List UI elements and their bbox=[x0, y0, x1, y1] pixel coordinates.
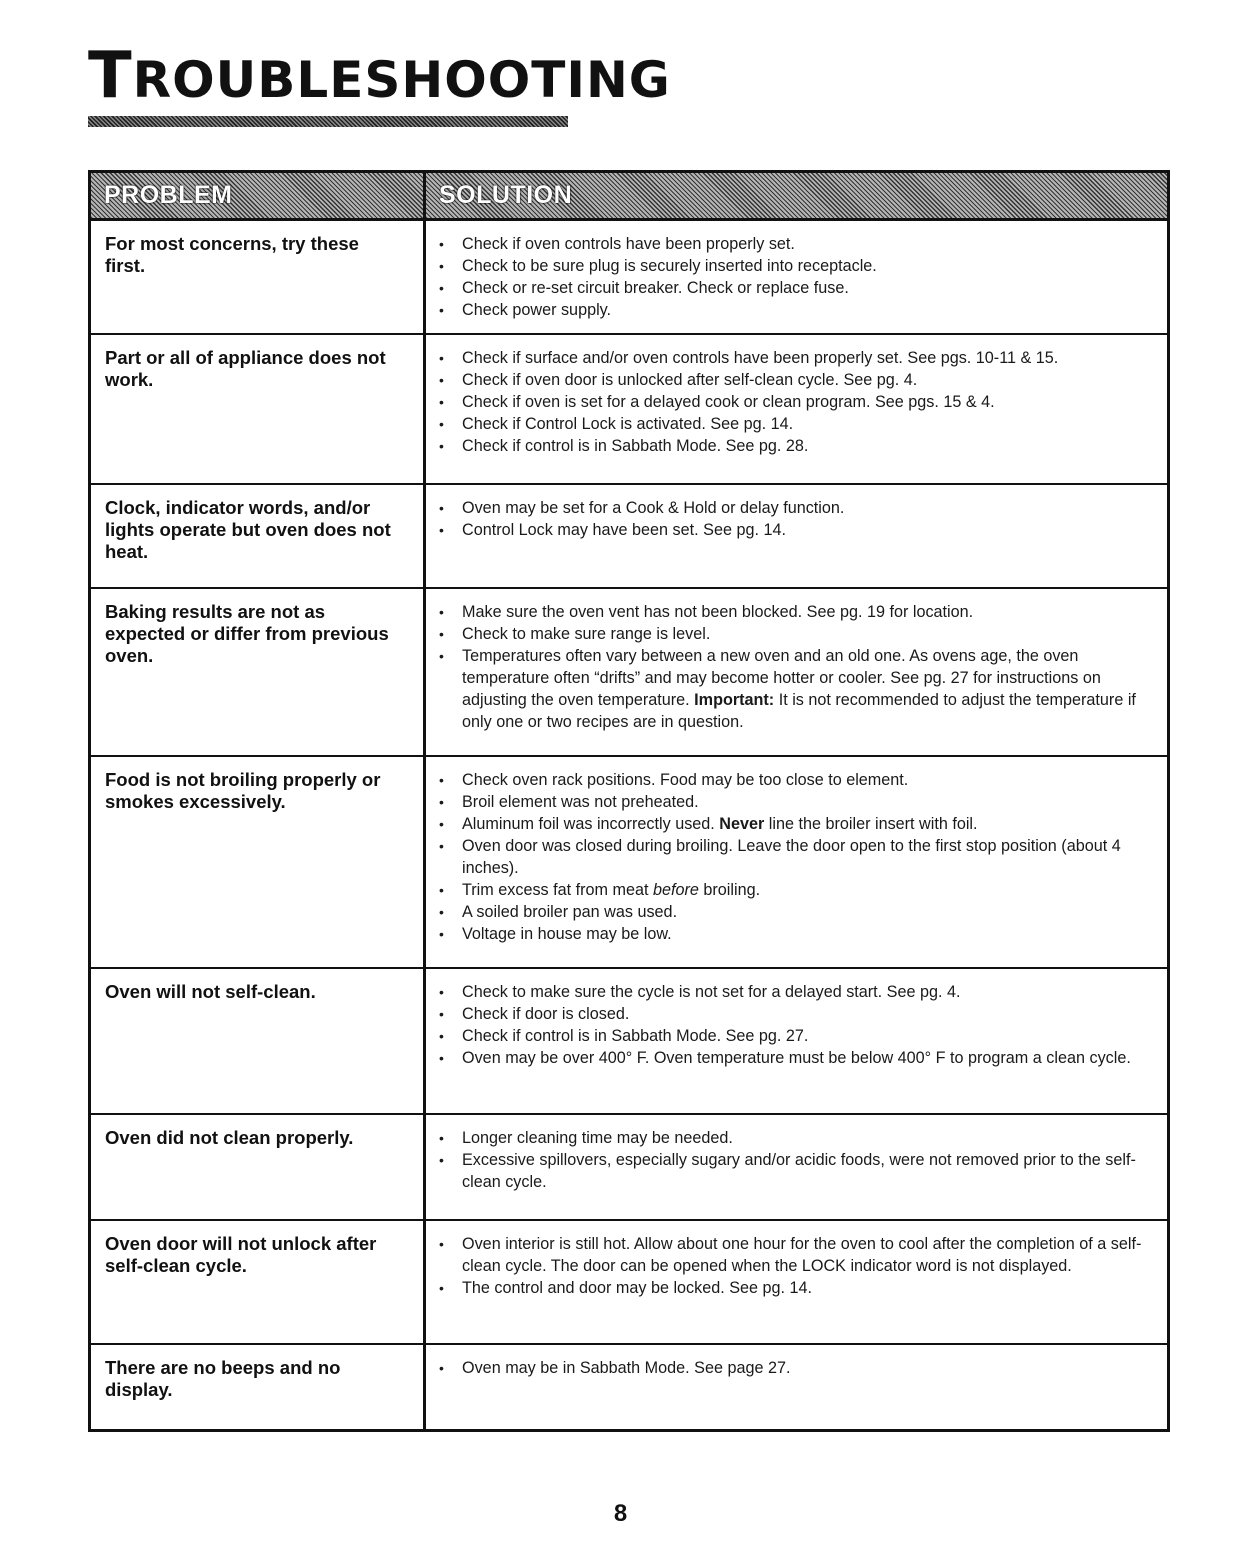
problem-cell bbox=[91, 1115, 426, 1221]
solution-cell bbox=[426, 1221, 1167, 1345]
solution-item: • Oven may be in Sabbath Mode. See page 27. bbox=[438, 1357, 1157, 1379]
solution-text: Trim excess fat from meat bbox=[462, 881, 649, 899]
problem-text: Baking results are not as expected or differ from previous oven. bbox=[105, 601, 389, 666]
solution-item: • Check if oven controls have been properly set. bbox=[438, 233, 1157, 255]
solution-cell bbox=[426, 1345, 1167, 1429]
problem-cell bbox=[91, 589, 426, 757]
solution-item: • Voltage in house may be low. bbox=[438, 923, 1157, 945]
solution-text: Aluminum foil was incorrectly used. bbox=[462, 815, 715, 833]
emphasis-text: Never bbox=[719, 815, 765, 833]
problem-text: Oven door will not unlock after self-clean cycle. bbox=[105, 1233, 377, 1276]
solution-item: • Check oven rack positions. Food may be too close to element. bbox=[438, 769, 1157, 791]
problem-cell bbox=[91, 335, 426, 485]
solution-item: • A soiled broiler pan was used. bbox=[438, 901, 1157, 923]
solution-list bbox=[438, 497, 1157, 541]
solution-item: • The control and door may be locked. See pg. 14. bbox=[438, 1277, 1157, 1299]
solution-item: • Oven may be over 400° F. Oven temperature must be below 400° F to program a clean cycle. bbox=[438, 1047, 1157, 1069]
solution-column-header: SOLUTION bbox=[426, 173, 1167, 221]
problem-text: Clock, indicator words, and/or lights operate but oven does not heat. bbox=[105, 497, 391, 562]
page-number: 8 bbox=[613, 1500, 628, 1527]
page-title bbox=[88, 39, 671, 113]
solution-item: • Check to be sure plug is securely inserted into receptacle. bbox=[438, 255, 1157, 277]
problem-cell bbox=[91, 1345, 426, 1429]
solution-list bbox=[438, 233, 1157, 321]
solution-cell bbox=[426, 485, 1167, 589]
problem-text: For most concerns, try these first. bbox=[105, 233, 359, 276]
page-title-initial: T bbox=[88, 39, 133, 113]
solution-text: It is not recommended to adjust the temperature if only one or two recipes are in question. bbox=[462, 691, 1136, 731]
problem-text: Oven did not clean properly. bbox=[105, 1127, 354, 1148]
title-underline bbox=[88, 116, 568, 127]
solution-item: • Broil element was not preheated. bbox=[438, 791, 1157, 813]
problem-cell bbox=[91, 221, 426, 335]
solution-item: • Check if Control Lock is activated. See pg. 14. bbox=[438, 413, 1157, 435]
solution-list bbox=[438, 1357, 1157, 1379]
solution-list bbox=[438, 601, 1157, 733]
troubleshooting-table bbox=[88, 170, 1170, 1432]
solution-text: Temperatures often vary between a new oven and an old one. As ovens age, the oven temperature often “drifts” and may become hotter or cooler. See pg. 27 for instructions on adjusting the oven temperature. bbox=[462, 647, 1101, 709]
solution-item: • Oven interior is still hot. Allow about one hour for the oven to cool after the completion of a self-clean cycle. The door can be opened when the LOCK indicator word is not displayed. bbox=[438, 1233, 1157, 1277]
problem-text: Part or all of appliance does not work. bbox=[105, 347, 386, 390]
solution-item: • Control Lock may have been set. See pg. 14. bbox=[438, 519, 1157, 541]
solution-item: • Check if door is closed. bbox=[438, 1003, 1157, 1025]
problem-column-header: PROBLEM bbox=[91, 173, 426, 221]
problem-cell bbox=[91, 1221, 426, 1345]
solution-item: • Check if surface and/or oven controls have been properly set. See pgs. 10-11 & 15. bbox=[438, 347, 1157, 369]
solution-text: broiling. bbox=[703, 881, 761, 899]
solution-text: line the broiler insert with foil. bbox=[768, 815, 978, 833]
solution-item: • Check if oven is set for a delayed cook or clean program. See pgs. 15 & 4. bbox=[438, 391, 1157, 413]
page-title-rest: ROUBLESHOOTING bbox=[132, 51, 671, 109]
solution-list bbox=[438, 981, 1157, 1069]
solution-cell bbox=[426, 335, 1167, 485]
solution-item bbox=[438, 645, 1157, 733]
solution-item: • Check to make sure the cycle is not set for a delayed start. See pg. 4. bbox=[438, 981, 1157, 1003]
problem-text: There are no beeps and no display. bbox=[105, 1357, 341, 1400]
solution-list bbox=[438, 347, 1157, 457]
solution-cell bbox=[426, 757, 1167, 969]
solution-item: • Check or re-set circuit breaker. Check or replace fuse. bbox=[438, 277, 1157, 299]
solution-item bbox=[438, 813, 1157, 835]
solution-list bbox=[438, 1127, 1157, 1193]
problem-cell bbox=[91, 969, 426, 1115]
solution-cell bbox=[426, 221, 1167, 335]
solution-cell bbox=[426, 589, 1167, 757]
solution-list bbox=[438, 769, 1157, 945]
solution-item: • Check to make sure range is level. bbox=[438, 623, 1157, 645]
solution-cell bbox=[426, 1115, 1167, 1221]
solution-list bbox=[438, 1233, 1157, 1299]
emphasis-text: Important: bbox=[694, 691, 775, 709]
solution-item bbox=[438, 879, 1157, 901]
solution-item: • Check if control is in Sabbath Mode. See pg. 27. bbox=[438, 1025, 1157, 1047]
solution-item: • Check power supply. bbox=[438, 299, 1157, 321]
solution-item: • Check if oven door is unlocked after self-clean cycle. See pg. 4. bbox=[438, 369, 1157, 391]
solution-item: • Excessive spillovers, especially sugary and/or acidic foods, were not removed prior to the self-clean cycle. bbox=[438, 1149, 1157, 1193]
emphasis-text: before bbox=[653, 881, 699, 899]
solution-item: • Make sure the oven vent has not been blocked. See pg. 19 for location. bbox=[438, 601, 1157, 623]
problem-text: Food is not broiling properly or smokes excessively. bbox=[105, 769, 381, 812]
problem-cell bbox=[91, 485, 426, 589]
solution-item: • Oven door was closed during broiling. Leave the door open to the first stop position (about 4 inches). bbox=[438, 835, 1157, 879]
solution-item: • Longer cleaning time may be needed. bbox=[438, 1127, 1157, 1149]
problem-text: Oven will not self-clean. bbox=[105, 981, 316, 1002]
solution-cell bbox=[426, 969, 1167, 1115]
solution-item: • Oven may be set for a Cook & Hold or delay function. bbox=[438, 497, 1157, 519]
solution-item: • Check if control is in Sabbath Mode. See pg. 28. bbox=[438, 435, 1157, 457]
problem-cell bbox=[91, 757, 426, 969]
